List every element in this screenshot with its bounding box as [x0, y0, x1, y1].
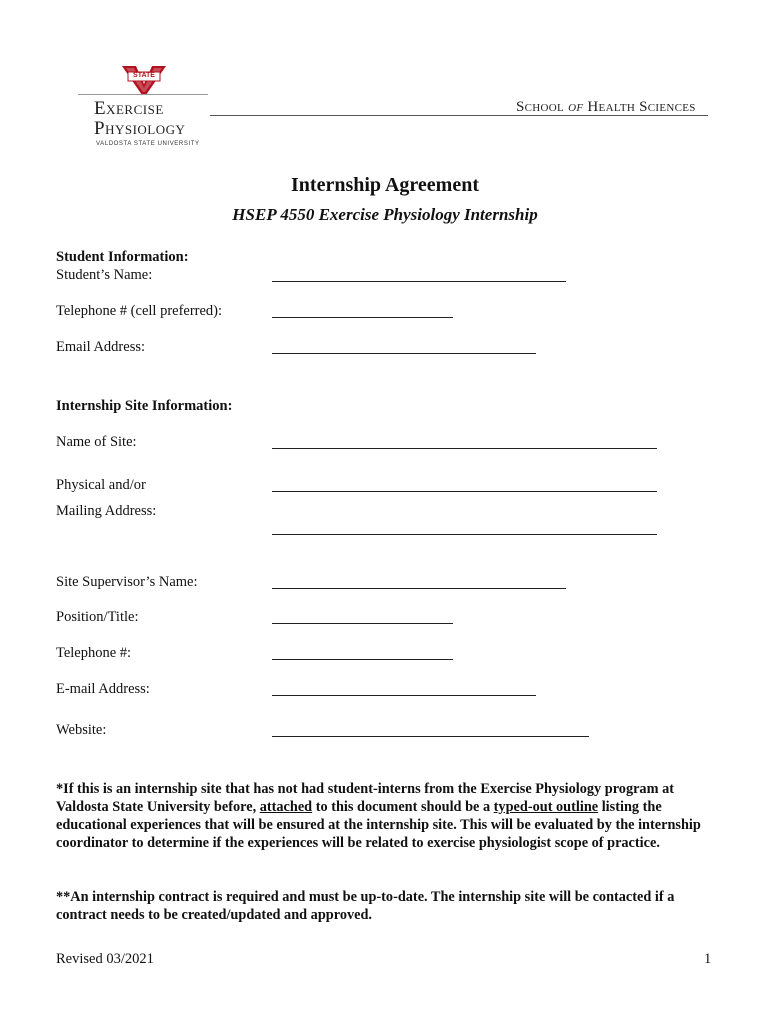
page-title: Internship Agreement: [291, 174, 479, 196]
logo-line-exercise: Exercise: [94, 98, 164, 119]
logo-divider: [78, 94, 208, 95]
site-info-heading: Internship Site Information:: [56, 398, 233, 414]
site-email-field[interactable]: [272, 695, 536, 696]
site-name-field[interactable]: [272, 448, 657, 449]
vsu-v-logo-icon: [116, 64, 172, 96]
note-contract: **An internship contract is required and must be up-to-date. The internship site will be contacted if a contract needs to be created/updated and approved.: [56, 889, 675, 923]
address-label-2: Mailing Address:: [56, 503, 157, 519]
logo-badge-text: STATE: [133, 72, 155, 79]
note-new-site: *If this is an internship site that has not had student-interns from the Exercise Physiology program at Valdosta State University before, attached to this document should be a typed-out outline listing the educational experiences that will be ensured at the internship site. This will be evaluated by the internship coordinator to determine if the experiences will be related to exercise physiologist scope of practice.: [56, 781, 701, 851]
page-number: 1: [704, 951, 712, 967]
student-phone-field[interactable]: [272, 317, 453, 318]
supervisor-label: Site Supervisor’s Name:: [56, 574, 198, 590]
site-telephone-label: Telephone #:: [56, 645, 132, 661]
website-label: Website:: [56, 722, 107, 738]
student-info-heading: Student Information:: [56, 249, 189, 265]
site-email-label: E-mail Address:: [56, 681, 150, 697]
website-field[interactable]: [272, 736, 589, 737]
school-name: School of Health Sciences: [516, 99, 696, 115]
logo-line-physiology: Physiology: [94, 118, 186, 139]
supervisor-field[interactable]: [272, 588, 566, 589]
revised-date: Revised 03/2021: [56, 951, 154, 967]
student-email-label: Email Address:: [56, 339, 146, 355]
site-name-label: Name of Site:: [56, 434, 137, 450]
site-telephone-field[interactable]: [272, 659, 453, 660]
address-field-1[interactable]: [272, 491, 657, 492]
student-name-label: Student’s Name:: [56, 267, 153, 283]
student-phone-label: Telephone # (cell preferred):: [56, 303, 223, 319]
student-name-field[interactable]: [272, 281, 566, 282]
address-field-2[interactable]: [272, 534, 657, 535]
logo-university: VALDOSTA STATE UNIVERSITY: [96, 141, 200, 147]
address-label-1: Physical and/or: [56, 477, 146, 493]
position-field[interactable]: [272, 623, 453, 624]
position-label: Position/Title:: [56, 609, 139, 625]
student-email-field[interactable]: [272, 353, 536, 354]
page-subtitle: HSEP 4550 Exercise Physiology Internship: [232, 205, 538, 224]
